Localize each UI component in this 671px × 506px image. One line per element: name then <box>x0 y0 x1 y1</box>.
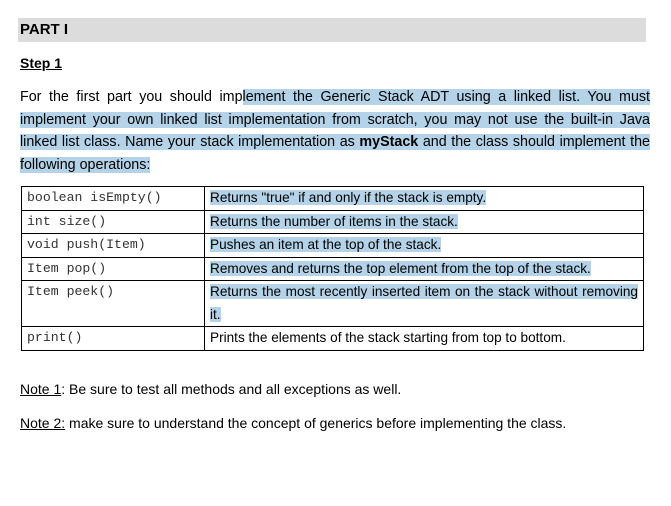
op-description <box>205 210 644 234</box>
table-row <box>22 187 644 211</box>
table-row <box>22 210 644 234</box>
intro-text-5: using a <box>448 89 514 105</box>
note-label: Note 1 <box>20 381 62 397</box>
intro-class-name: myStack <box>359 134 419 150</box>
op-description <box>205 281 644 327</box>
op-signature: Item peek() <box>22 281 205 327</box>
note-1 <box>20 381 401 397</box>
table-row <box>22 281 644 327</box>
op-description <box>205 257 644 281</box>
intro-linked-list: linked list. <box>513 89 581 105</box>
note-text: make sure to understand the concept of generics before implementing the class. <box>65 415 567 431</box>
op-signature: print() <box>22 327 205 351</box>
intro-text-1: For the first part you should imp <box>20 89 243 105</box>
intro-text-2: lement the <box>242 89 321 105</box>
intro-text-8: and the class should implement the following operations: <box>20 134 650 173</box>
op-signature: int size() <box>22 210 205 234</box>
note-label: Note 2: <box>20 415 66 431</box>
op-description-text: Removes and returns the top element from the top of the stack. <box>210 260 591 276</box>
op-signature: Item pop() <box>22 257 205 281</box>
op-description-text: Returns the number of items in the stack. <box>210 213 458 229</box>
op-signature: boolean isEmpty() <box>22 187 205 211</box>
op-description <box>205 187 644 211</box>
section-heading: PART I <box>18 18 646 42</box>
note-2 <box>20 415 566 431</box>
intro-text-7: You must implement your own linked list implementation from scratch, you may not use the built-in Java linked list class. Name your stack implementation as <box>20 89 651 150</box>
table-row <box>22 327 644 351</box>
note-text: : Be sure to test all methods and all exceptions as well. <box>61 381 402 397</box>
intro-stack-adt: Stack ADT <box>370 89 449 105</box>
op-description-text: Returns the most recently inserted item on the stack without removing it. <box>210 284 638 322</box>
intro-paragraph <box>20 86 650 176</box>
intro-generic: Generic <box>320 89 371 105</box>
op-signature: void push(Item) <box>22 234 205 258</box>
op-description <box>205 327 644 351</box>
table-row <box>22 234 644 258</box>
op-description-text: Returns "true" if and only if the stack is empty. <box>210 190 487 205</box>
operations-table <box>21 186 644 351</box>
op-description-text: Pushes an item at the top of the stack. <box>210 237 442 252</box>
op-description-text: Prints the elements of the stack starting from top to bottom. <box>210 330 566 345</box>
table-row <box>22 257 644 281</box>
op-description <box>205 234 644 258</box>
step-title: Step 1 <box>20 55 63 71</box>
